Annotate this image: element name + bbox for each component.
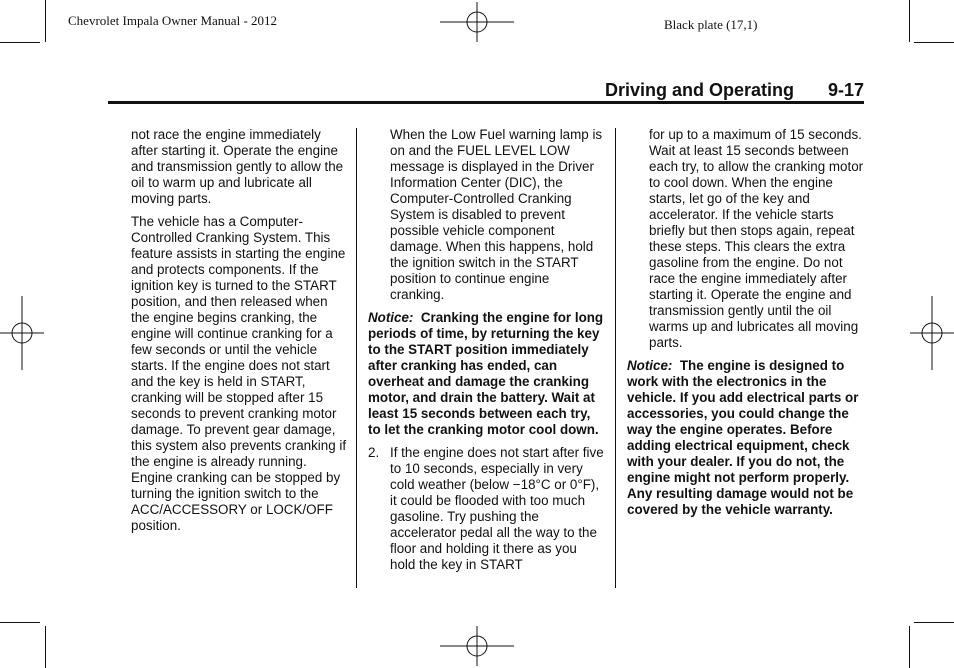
crop-mark [914,622,954,623]
crop-mark [45,626,46,668]
crop-mark [45,0,46,42]
page-number: 9-17 [827,80,864,100]
notice [368,310,604,438]
registration-mark-left [0,296,44,370]
list-number: 2. [368,445,380,460]
section-header [108,80,864,104]
crop-mark [0,42,40,43]
column-divider [615,128,616,588]
notice-text: Cranking the engine for long periods of time, by returning the key to the START position immediately after cranking has ended, can overheat and damage the cranking motor, and drain the battery. Wait at least 15 seconds between each try, to let the cranking motor cool down. [368,310,604,437]
notice [627,358,865,518]
crop-mark [0,622,40,623]
registration-mark-bottom [440,626,514,666]
plate-label: Black plate (17,1) [664,17,758,32]
paragraph: for up to a maximum of 15 seconds. Wait at least 15 seconds between each try, to allow the cranking motor to cool down. When the engine starts, let go of the key and accelerator. If the vehicle starts briefly but then stops again, repeat these steps. This clears the extra gasoline from the engine. Do not race the engine immediately after starting it. Operate the engine and transmission gently until the oil warms up and lubricates all moving parts. [649,127,864,350]
text-column-1 [131,127,347,541]
notice-label: Notice: [627,358,673,373]
crop-mark [909,626,910,668]
crop-mark [909,0,910,42]
section-title: Driving and Operating [604,80,794,100]
paragraph: not race the engine immediately after starting it. Operate the engine and transmission gently to allow the oil to warm up and lubricate all moving parts. [131,127,344,206]
notice-label: Notice: [368,310,414,325]
registration-mark-top [440,2,514,42]
crop-mark [914,42,954,43]
text-column-2 [368,127,604,573]
paragraph: The vehicle has a Computer-Controlled Cranking System. This feature assists in starting the engine and protects components. If the ignition key is turned to the START position, and then released when the engine begins cranking, the engine will continue cranking for a few seconds or until the vehicle starts. If the engine does not start and the key is held in START, cranking will be stopped after 15 seconds to prevent cranking motor damage. To prevent gear damage, this system also prevents cranking if the engine is already running. Engine cranking can be stopped by turning the ignition switch to the ACC/ACCESSORY or LOCK/OFF position. [131,214,347,533]
list-item-text: If the engine does not start after five to 10 seconds, especially in very cold weather (below −18°C or 0°F), it could be flooded with too much gasoline. Try pushing the accelerator pedal all the way to the floor and holding it there as you hold the key in START [390,445,604,572]
manual-title: Chevrolet Impala Owner Manual - 2012 [68,13,278,28]
list-item [368,445,604,573]
registration-mark-right [910,296,954,370]
notice-text: The engine is designed to work with the electronics in the vehicle. If you add electrical parts or accessories, you could change the way the engine operates. Before adding electrical equipment, check with your dealer. If you do not, the engine might not perform properly. Any resulting damage would not be covered by the vehicle warranty. [627,358,859,517]
text-column-3 [627,127,865,525]
paragraph: When the Low Fuel warning lamp is on and the FUEL LEVEL LOW message is displayed in the Driver Information Center (DIC), the Computer-Controlled Cranking System is disabled to prevent possible vehicle component damage. When this happens, hold the ignition switch in the START position to continue engine cranking. [390,127,603,302]
column-divider [356,128,357,588]
